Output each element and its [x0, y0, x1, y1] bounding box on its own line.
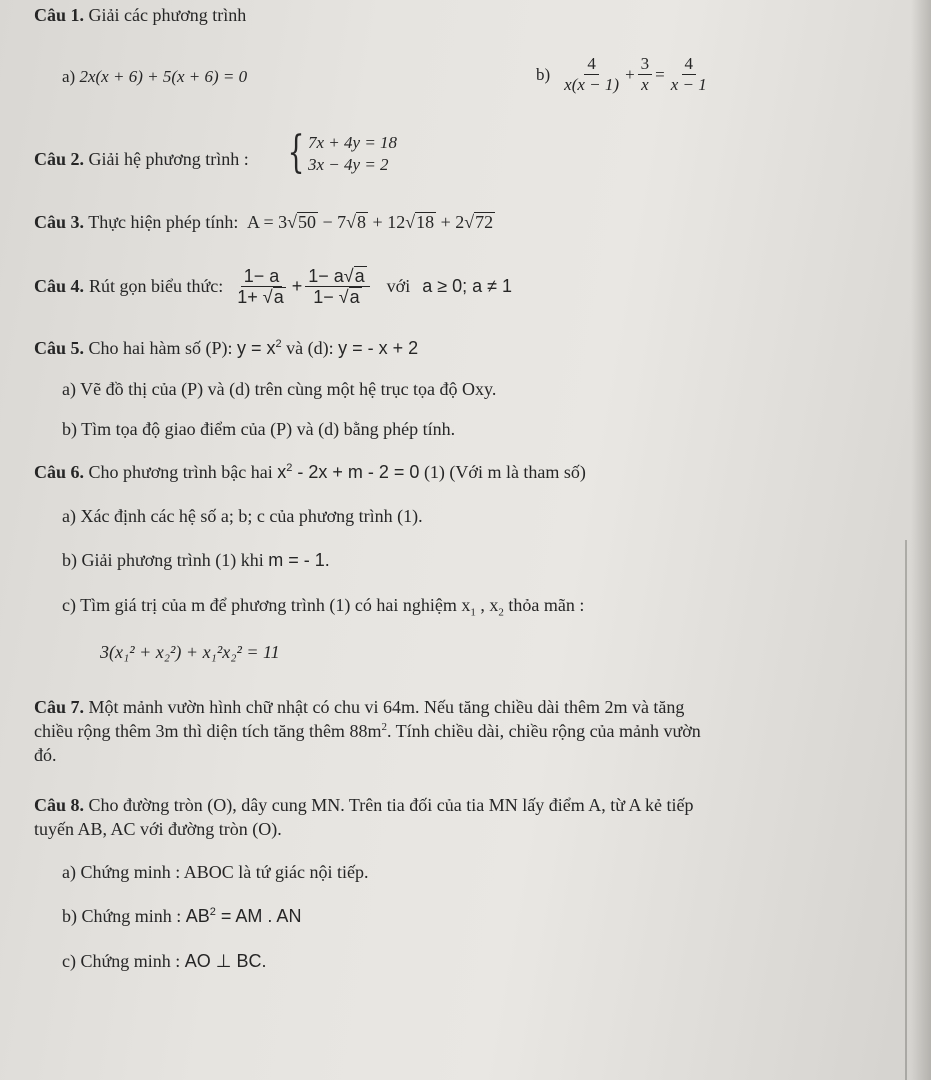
- q4-den2-pre: 1−: [313, 286, 339, 307]
- q4-plus: +: [291, 276, 303, 296]
- q3-term-2: − 7: [318, 212, 347, 232]
- q2-heading: [34, 148, 249, 170]
- q3-rad-4: 72: [475, 212, 494, 232]
- q6-part-c: [62, 594, 585, 619]
- q7-area-value: 88m: [349, 721, 382, 741]
- q5-part-a: a) Vẽ đồ thị của (P) và (d) trên cùng một hệ trục tọa độ Oxy.: [62, 379, 497, 399]
- q8-line-2: tuyến AB, AC với đường tròn (O).: [34, 819, 282, 839]
- q1-b-den2: x: [641, 75, 649, 94]
- q5-heading: [34, 337, 418, 359]
- q2-equation-1: 7x + 4y = 18: [308, 133, 398, 152]
- q8-part-c: [62, 950, 266, 972]
- q4-line: [34, 256, 512, 316]
- q8-b-exp: 2: [209, 906, 216, 918]
- q4-condition: a ≥ 0; a ≠ 1: [422, 276, 513, 296]
- q8-c-equation: AO ⊥ BC.: [184, 951, 267, 971]
- q7-text-1: Một mảnh vườn hình chữ nhật có chu vi 64m. Nếu tăng chiều dài thêm 2m và tăng: [88, 697, 685, 717]
- q7-line-1: [34, 696, 684, 718]
- q1-b-fraction-2: [638, 54, 653, 95]
- q1-heading: [34, 4, 246, 26]
- q4-text: Rút gọn biểu thức:: [89, 276, 224, 296]
- q7-text-2: chiều rộng thêm 3m thì diện tích tăng thêm: [34, 721, 345, 741]
- q7-area-exp: 2: [381, 721, 387, 733]
- q1-b-num2: 3: [638, 54, 653, 75]
- q6-b-text: b) Giải phương trình (1) khi: [62, 550, 264, 570]
- q8-c-text: c) Chứng minh :: [62, 951, 181, 971]
- q3-expression: [247, 212, 495, 232]
- q5-d-function: y = - x + 2: [338, 338, 419, 358]
- q1-a-label: a): [62, 67, 76, 86]
- q5-p-function: [237, 338, 282, 358]
- q6-eq-rest: - 2x + m - 2 = 0: [292, 462, 420, 482]
- q6-text: Cho phương trình bậc hai: [88, 462, 273, 482]
- q4-fraction-2: [305, 266, 369, 307]
- q8-part-a: a) Chứng minh : ABOC là tứ giác nội tiếp.: [62, 862, 369, 882]
- q6-part-b: [62, 549, 330, 571]
- q4-den1: 1+ √a: [237, 286, 284, 307]
- q3-title: Câu 3.: [34, 212, 85, 232]
- q6-text-post: (1) (Với m là tham số): [423, 462, 586, 482]
- q2-system: [282, 127, 398, 178]
- q6-part-a: a) Xác định các hệ số a; b; c của phương trình (1).: [62, 506, 423, 526]
- q3-rad-3: 18: [416, 212, 435, 232]
- q4-num2-rad: a: [354, 265, 365, 286]
- q6-c-mid: , x: [475, 595, 499, 615]
- q8-b-eq-post: = AM . AN: [215, 906, 302, 926]
- q1-a-equation: 2x(x + 6) + 5(x + 6) = 0: [79, 67, 248, 86]
- q1-b-num3: 4: [682, 54, 697, 75]
- q2-equation-2: 3x − 4y = 2: [308, 155, 389, 174]
- q8-b-equation: [186, 906, 302, 926]
- q1-b-den3: x − 1: [670, 75, 707, 94]
- q2-brace: {: [287, 127, 305, 178]
- q3-rad-1: 50: [298, 212, 316, 232]
- q1-b-fraction-1: [561, 54, 622, 95]
- q4-num1: 1− a: [241, 266, 283, 287]
- q1-b-plus: +: [625, 64, 635, 84]
- q2-text: Giải hệ phương trình :: [88, 149, 249, 169]
- q3-line: [34, 211, 495, 233]
- q4-den2: 1− √a: [313, 286, 360, 307]
- q3-rad-2: 8: [357, 212, 367, 232]
- q3-term-3: + 12: [368, 212, 406, 232]
- q6-eq-x: x: [277, 462, 287, 482]
- q4-with: với: [386, 276, 411, 296]
- q2-title: Câu 2.: [34, 149, 85, 169]
- q1-text: Giải các phương trình: [88, 5, 247, 25]
- q4-num2: 1− a√a: [305, 266, 369, 287]
- q8-b-text: b) Chứng minh :: [62, 906, 182, 926]
- q3-text: Thực hiện phép tính:: [88, 212, 239, 232]
- q5-part-b: b) Tìm tọa độ giao điểm của (P) và (d) bằng phép tính.: [62, 419, 456, 439]
- q3-sqrt-1: √50: [287, 212, 316, 232]
- q7-text-2-post: . Tính chiều dài, chiều rộng của mảnh vườn: [386, 721, 701, 741]
- q1-b-label: b): [536, 64, 551, 84]
- q5-p-func: y = x: [237, 338, 276, 358]
- q1-b-equals: =: [655, 64, 665, 84]
- q8-title: Câu 8.: [34, 795, 85, 815]
- q4-den2-rad: a: [349, 286, 360, 307]
- q5-and: và (d):: [286, 338, 334, 358]
- q5-title: Câu 5.: [34, 338, 85, 358]
- q5-text: Cho hai hàm số (P):: [88, 338, 233, 358]
- q4-den1-rad: a: [273, 286, 284, 307]
- q6-c-sub2: 2: [498, 606, 504, 619]
- q6-condition: 3(x₁² + x₂²) + x₁²x₂² = 11: [100, 642, 280, 662]
- q3-lhs: A = 3: [246, 212, 288, 232]
- q7-line-3: đó.: [34, 745, 57, 765]
- q4-den1-pre: 1+: [237, 286, 263, 307]
- q1-part-a: [62, 66, 247, 88]
- q6-b-equation: m = - 1.: [268, 550, 330, 570]
- q6-heading: [34, 461, 586, 483]
- q7-line-2: [34, 720, 701, 742]
- q6-title: Câu 6.: [34, 462, 85, 482]
- q3-sqrt-3: √18: [405, 212, 435, 232]
- page-edge-shadow: [911, 0, 931, 1080]
- q6-c-pre: c) Tìm giá trị của m để phương trình (1) có hai nghiệm x: [62, 595, 471, 615]
- q1-part-b: [536, 54, 713, 95]
- q8-b-eq-pre: AB: [185, 906, 210, 926]
- q1-b-fraction-3: [668, 54, 710, 95]
- q7-title: Câu 7.: [34, 697, 85, 717]
- q5-p-exp: 2: [275, 338, 282, 350]
- q8-part-b: [62, 905, 301, 927]
- q3-term-4: + 2: [436, 212, 465, 232]
- page-fold-line: [905, 540, 907, 1080]
- q6-c-sub1: 1: [470, 606, 476, 619]
- q3-sqrt-4: √72: [464, 212, 494, 232]
- q4-fraction-1: [234, 266, 288, 307]
- q7-area: [349, 721, 387, 741]
- q4-num2-pre: 1− a: [308, 265, 344, 286]
- q8-text-1: Cho đường tròn (O), dây cung MN. Trên tia đối của tia MN lấy điểm A, từ A kẻ tiếp: [88, 795, 694, 815]
- q1-b-num1: 4: [584, 54, 599, 75]
- q4-title: Câu 4.: [34, 276, 85, 296]
- q6-equation: [277, 462, 419, 482]
- q6-eq-exp: 2: [286, 462, 293, 474]
- q1-b-den1: x(x − 1): [564, 75, 620, 94]
- q8-line-1: [34, 794, 693, 816]
- q6-c-post: thỏa mãn :: [503, 595, 585, 615]
- q3-sqrt-2: √8: [346, 212, 367, 232]
- q1-title: Câu 1.: [34, 5, 85, 25]
